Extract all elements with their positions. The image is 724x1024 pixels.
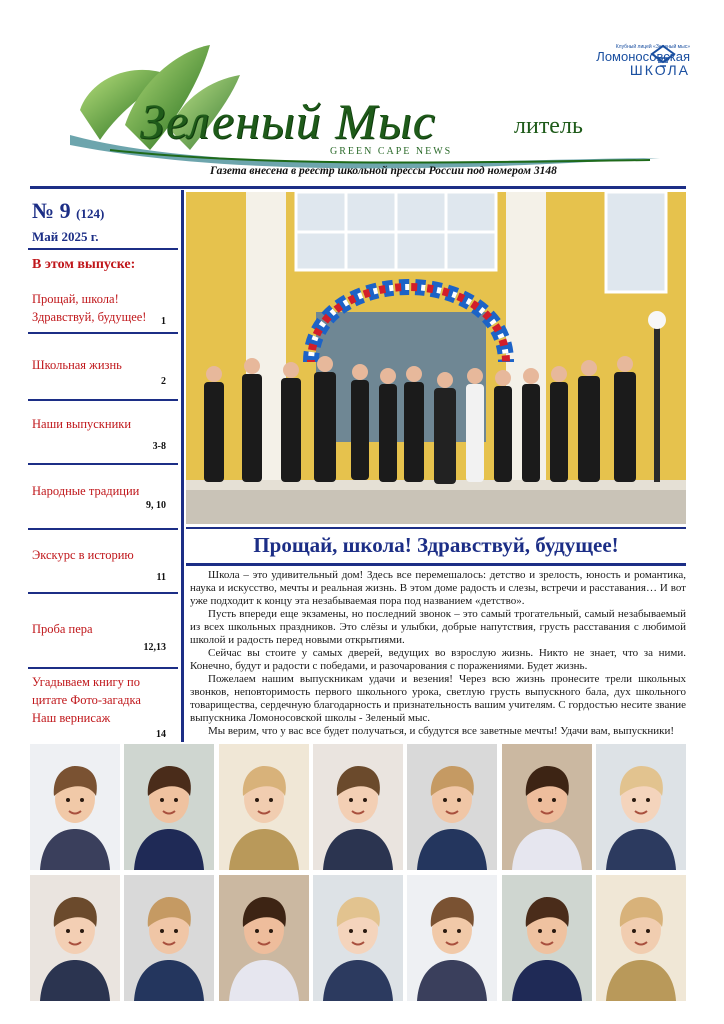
graduates-photo (186, 192, 686, 524)
issue-date: Май 2025 г. (32, 229, 99, 244)
toc-item-label: Проба пера (32, 622, 93, 636)
article-paragraph: Школа – это удивительный дом! Здесь все перемешалось: детство и зрелость, юность и романтика, наука и искусство, мечты и реальная жизнь. В этом доме радость и слезы, встречи и расставания… И вот уже подходит к концу эта незабываемая пора под названием «детство». (190, 569, 686, 607)
article-body (190, 569, 686, 738)
headline-divider-top (186, 527, 686, 529)
sidebar-divider (181, 190, 184, 742)
masthead (0, 0, 724, 190)
child-photo (219, 744, 309, 870)
header-divider (30, 186, 686, 189)
issue-divider (28, 248, 178, 250)
toc-item-label: Народные традиции (32, 484, 140, 498)
school-emblem-icon (650, 44, 676, 70)
newspaper-title: Зеленый Мыс (140, 93, 436, 149)
child-photo (502, 744, 592, 870)
child-photo (30, 875, 120, 1001)
toc-item-page: 12,13 (143, 642, 166, 653)
toc-divider (28, 667, 178, 669)
article-paragraph: Пусть впереди еще экзамены, но последний звонок – это самый трогательный, самый незабываемый из всех школьных праздников. Это слёзы и улыбки, добрые напутствия, грусть расставания с любимой школой и радость перед новыми открытиями. (190, 608, 686, 646)
toc-item-label: Наши выпускники (32, 417, 132, 431)
toc-item-page: 2 (161, 376, 166, 387)
issue-number (32, 198, 104, 224)
child-photo (596, 744, 686, 870)
toc-item-page: 3-8 (152, 441, 166, 452)
toc-divider (28, 399, 178, 401)
toc-divider (28, 463, 178, 465)
child-photo (124, 875, 214, 1001)
toc-item-label: Экскурс в историю (32, 548, 134, 562)
toc-divider (28, 592, 178, 594)
contents-heading: В этом выпуске: (32, 257, 136, 272)
child-photo (407, 744, 497, 870)
toc-item-label: Угадываем книгу по цитате Фото-загадка Наш вернисаж (32, 675, 141, 725)
graduates-photo-illustration (186, 192, 686, 524)
child-photo (30, 744, 120, 870)
child-photo (407, 875, 497, 1001)
child-photo (596, 875, 686, 1001)
issue-number-value: № 9 (32, 198, 71, 223)
child-photo (313, 875, 403, 1001)
issue-total: (124) (76, 206, 105, 221)
article-headline: Прощай, школа! Здравствуй, будущее! (253, 533, 619, 557)
toc-divider (28, 332, 178, 334)
toc-divider (28, 528, 178, 530)
toc-item-page: 9, 10 (146, 500, 166, 511)
toc-item-page: 11 (156, 572, 166, 583)
english-subtitle: GREEN CAPE NEWS (330, 146, 453, 157)
article-paragraph: Сейчас вы стоите у самых дверей, ведущих во взрослую жизнь. Никто не знает, что за ними. Конечно, будут и радости с победами, и разочарования с поражениями. Будет жизнь. (190, 647, 686, 672)
sidebar-contents (28, 190, 180, 742)
child-photo (124, 744, 214, 870)
article-paragraph: Мы верим, что у вас все будет получаться, и сбудутся все заветные мечты! Удачи вам, выпускники! (208, 725, 674, 737)
child-photo (502, 875, 592, 1001)
headline-divider-bottom (186, 563, 686, 566)
school-logo-line2: ШКОЛА (629, 62, 690, 78)
school-logo-caption: Клубный лицей «Зеленый мыс» (615, 44, 690, 50)
child-photo (219, 875, 309, 1001)
article-paragraph: Пожелаем нашим выпускникам удачи и везения! Через всю жизнь пронесите трели школьных звонков, неповторимость первого школьного урока, светлую грусть выпускного бала, дух школьного товарищества, сердечную благодарность и признательность вашим учителям. С гордостью несите звание выпускника Ломоносовской школы - Зеленый мыс. (190, 673, 686, 724)
child-photo (313, 744, 403, 870)
school-logo-line1: Ломоносовская (596, 49, 690, 64)
children-photo-grid (30, 744, 686, 1000)
toc-item-page: 14 (156, 729, 166, 740)
toc-item-page: 1 (161, 316, 166, 327)
toc-item-label: Прощай, школа! Здравствуй, будущее! (32, 292, 147, 324)
newspaper-title-tail: литель (514, 113, 583, 139)
toc-item-label: Школьная жизнь (32, 358, 122, 372)
registry-note: Газета внесена в реестр школьной прессы России под номером 3148 (210, 165, 557, 177)
